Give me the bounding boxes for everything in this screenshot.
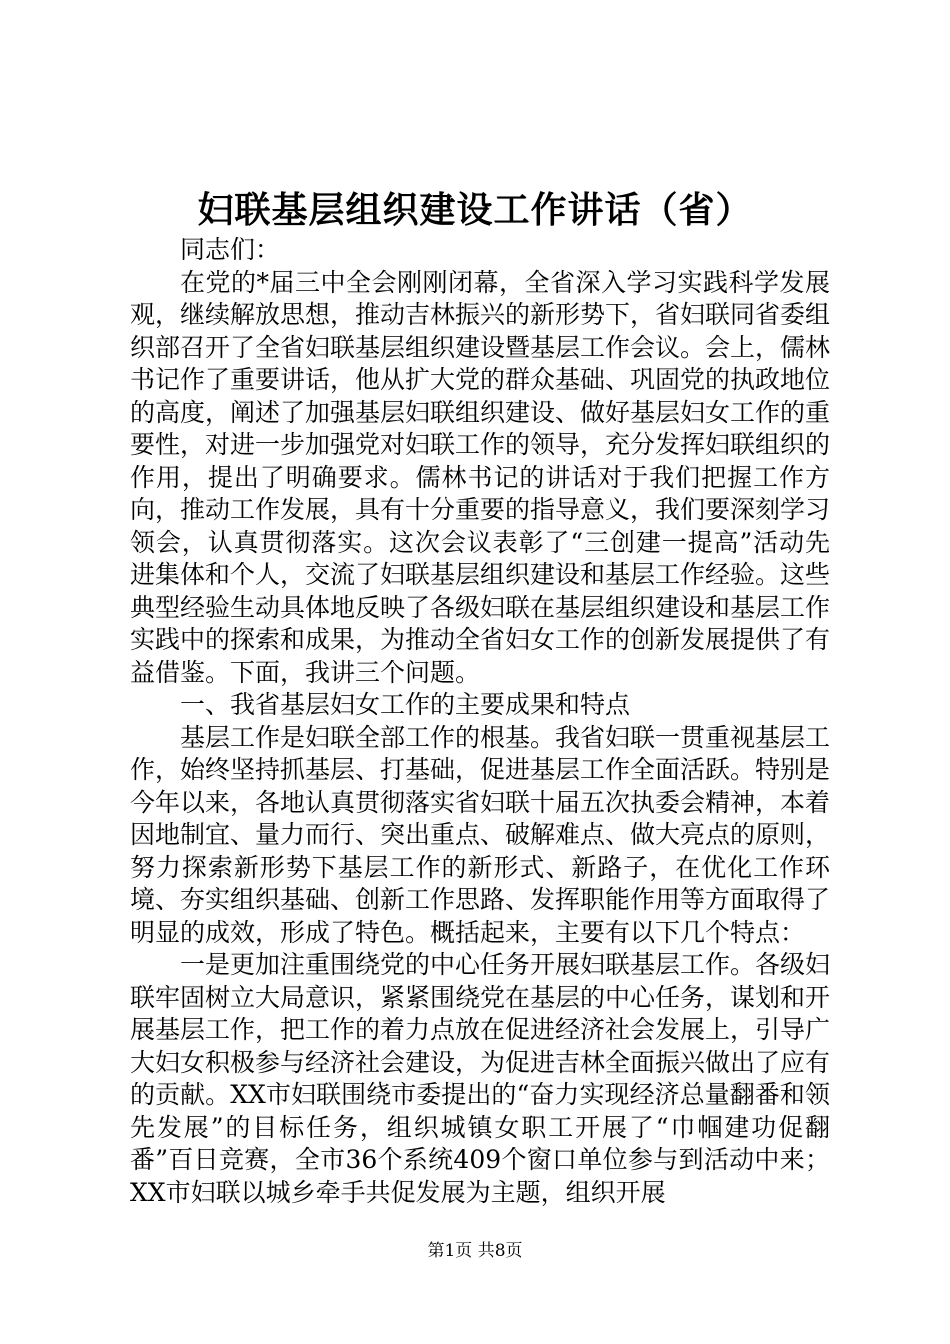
salutation-paragraph: 同志们： [180, 235, 281, 264]
intro-paragraph: 在党的*届三中全会刚刚闭幕，全省深入学习实践科学发展观，继续解放思想，推动吉林振兴的新形势下，省妇联同省委组织部召开了全省妇联基层组织建设暨基层工作会议。会上，儒林书记作了重要讲话，他从扩大党的群众基础、巩固党的执政地位的高度，阐述了加强基层妇联组织建设、做好基层妇女工作的重要性，对进一步加强党对妇联工作的领导，充分发挥妇联组织的作用，提出了明确要求。儒林书记的讲话对于我们把握工作方向，推动工作发展，具有十分重要的指导意义，我们要深刻学习领会，认真贯彻落实。这次会议表彰了“三创建一提高”活动先进集体和个人，交流了妇联基层组织建设和基层工作经验。这些典型经验生动具体地反映了各级妇联在基层组织建设和基层工作实践中的探索和成果，为推动全省妇女工作的创新发展提供了有益借鉴。下面，我讲三个问题。 [130, 267, 831, 687]
page-number-footer: 第1页 共8页 [427, 1241, 523, 1261]
document-body [130, 234, 830, 1209]
document-title: 妇联基层组织建设工作讲话（省） [197, 189, 753, 231]
body-paragraph: 基层工作是妇联全部工作的根基。我省妇联一贯重视基层工作，始终坚持抓基层、打基础，促进基层工作全面活跃。特别是今年以来，各地认真贯彻落实省妇联十届五次执委会精神，本着因地制宜、量力而行、突出重点、破解难点、做大亮点的原则，努力探索新形势下基层工作的新形式、新路子，在优化工作环境、夯实组织基础、创新工作思路、发挥职能作用等方面取得了明显的成效，形成了特色。概括起来，主要有以下几个特点： [130, 722, 831, 947]
section-heading: 一、我省基层妇女工作的主要成果和特点 [180, 690, 631, 719]
body-paragraph: 一是更加注重围绕党的中心任务开展妇联基层工作。各级妇联牢固树立大局意识，紧紧围绕党在基层的中心任务，谋划和开展基层工作，把工作的着力点放在促进经济社会发展上，引导广大妇女积极参与经济社会建设，为促进吉林全面振兴做出了应有的贡献。XX市妇联围绕市委提出的“奋力实现经济总量翻番和领先发展”的目标任务，组织城镇女职工开展了“巾帼建功促翻番”百日竞赛，全市36个系统409个窗口单位参与到活动中来；XX市妇联以城乡牵手共促发展为主题，组织开展 [130, 950, 831, 1207]
